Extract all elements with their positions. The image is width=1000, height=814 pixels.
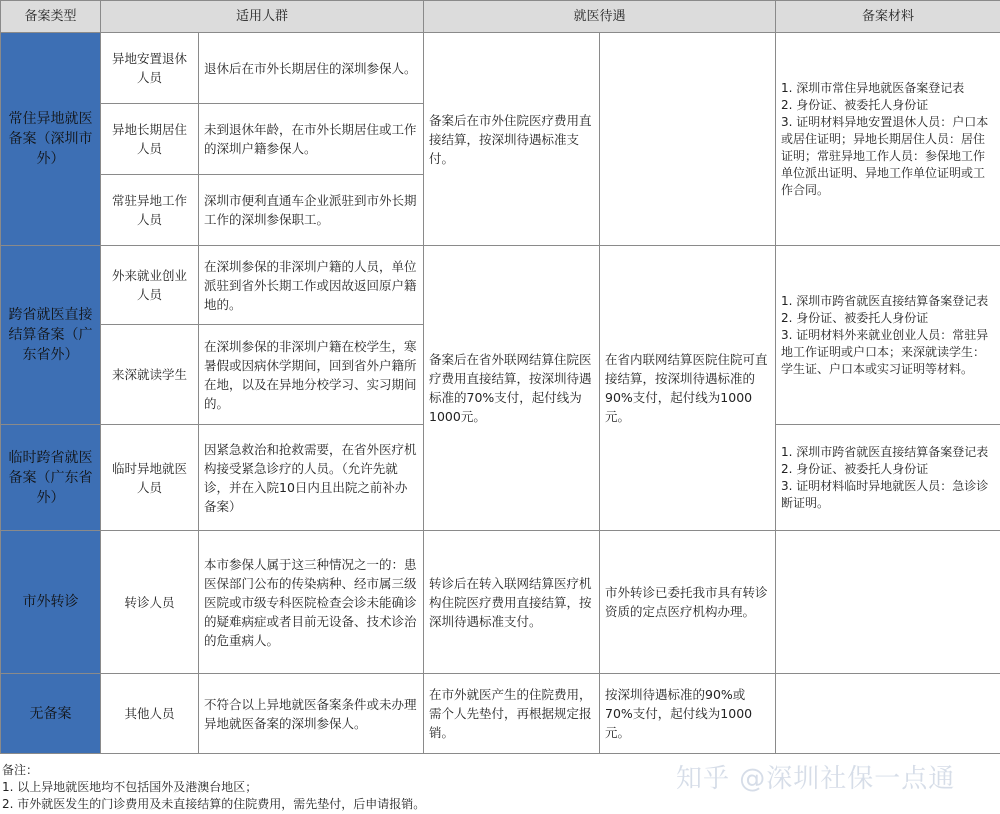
watermark: 知乎 @深圳社保一点通 <box>676 764 956 794</box>
header-materials: 备案材料 <box>776 1 1000 33</box>
person-desc-cell: 深圳市便利直通车企业派驻到市外长期工作的深圳参保职工。 <box>199 175 424 246</box>
materials-cell-empty <box>776 674 1000 754</box>
treatment-cell: 转诊后在转入联网结算医疗机构住院医疗费用直接结算，按深圳待遇标准支付。 <box>424 531 600 674</box>
person-desc-cell: 不符合以上异地就医备案条件或未办理异地就医备案的深圳参保人。 <box>199 674 424 754</box>
materials-line: 2. 身份证、被委托人身份证 <box>781 97 929 112</box>
treatment-cell: 市外转诊已委托我市具有转诊资质的定点医疗机构办理。 <box>600 531 776 674</box>
treatment-cell: 按深圳待遇标准的90%或70%支付，起付线为1000元。 <box>600 674 776 754</box>
person-name-cell: 转诊人员 <box>101 531 199 674</box>
type-cell-none: 无备案 <box>1 674 101 754</box>
header-type: 备案类型 <box>1 1 101 33</box>
materials-line: 2. 身份证、被委托人身份证 <box>781 461 929 476</box>
person-name-cell: 外来就业创业人员 <box>101 246 199 325</box>
person-name-cell: 来深就读学生 <box>101 325 199 425</box>
type-cell-resident: 常住异地就医备案（深圳市外） <box>1 33 101 246</box>
table-row <box>1 674 1000 754</box>
materials-cell-empty <box>776 531 1000 674</box>
notes-line: 1. 以上异地就医地均不包括国外及港澳台地区； <box>2 780 258 794</box>
treatment-cell: 备案后在市外住院医疗费用直接结算，按深圳待遇标准支付。 <box>424 33 600 246</box>
notes-title: 备注： <box>2 763 39 777</box>
materials-line: 1. 深圳市跨省就医直接结算备案登记表 <box>781 293 989 308</box>
treatment-cell: 在市外就医产生的住院费用，需个人先垫付，再根据规定报销。 <box>424 674 600 754</box>
person-desc-cell: 因紧急救治和抢救需要，在省外医疗机构接受紧急诊疗的人员。（允许先就诊，并在入院10日内且出院之前补办备案） <box>199 425 424 531</box>
treatment-cell: 在省内联网结算医院住院可直接结算，按深圳待遇标准的90%支付，起付线为1000元。 <box>600 246 776 531</box>
person-desc-cell: 退休后在市外长期居住的深圳参保人。 <box>199 33 424 104</box>
materials-cell <box>776 246 1000 425</box>
person-name-cell: 常驻异地工作人员 <box>101 175 199 246</box>
materials-line: 3. 证明材料临时异地就医人员：急诊诊断证明。 <box>781 478 989 510</box>
person-desc-cell: 本市参保人属于这三种情况之一的：患医保部门公布的传染病种、经市属三级医院或市级专科医院检查会诊未能确诊的疑难病症或者目前无设备、技术诊治的危重病人。 <box>199 531 424 674</box>
materials-line: 3. 证明材料异地安置退休人员：户口本或居住证明；异地长期居住人员：居住证明；常驻异地工作人员：参保地工作单位派出证明、异地工作单位证明或工作合同。 <box>781 114 989 197</box>
person-desc-cell: 未到退休年龄，在市外长期居住或工作的深圳户籍参保人。 <box>199 104 424 175</box>
materials-line: 3. 证明材料外来就业创业人员：常驻异地工作证明或户口本；来深就读学生：学生证、户口本或实习证明等材料。 <box>781 327 989 376</box>
materials-line: 1. 深圳市跨省就医直接结算备案登记表 <box>781 444 989 459</box>
materials-line: 1. 深圳市常住异地就医备案登记表 <box>781 80 965 95</box>
notes-line: 2. 市外就医发生的门诊费用及未直接结算的住院费用，需先垫付，后申请报销。 <box>2 797 426 811</box>
materials-cell <box>776 425 1000 531</box>
table-row <box>1 531 1000 674</box>
person-name-cell: 异地安置退休人员 <box>101 33 199 104</box>
header-treatment: 就医待遇 <box>424 1 776 33</box>
type-cell-referral: 市外转诊 <box>1 531 101 674</box>
type-cell-cross-province: 跨省就医直接结算备案（广东省外） <box>1 246 101 425</box>
type-cell-temporary: 临时跨省就医备案（广东省外） <box>1 425 101 531</box>
table-row <box>1 33 1000 104</box>
materials-cell <box>776 33 1000 246</box>
materials-line: 2. 身份证、被委托人身份证 <box>781 310 929 325</box>
table-row <box>1 246 1000 325</box>
person-name-cell: 异地长期居住人员 <box>101 104 199 175</box>
treatment-cell-empty <box>600 33 776 246</box>
person-name-cell: 临时异地就医人员 <box>101 425 199 531</box>
header-people: 适用人群 <box>101 1 424 33</box>
person-desc-cell: 在深圳参保的非深圳户籍的人员，单位派驻到省外长期工作或因故返回原户籍地的。 <box>199 246 424 325</box>
treatment-cell: 备案后在省外联网结算住院医疗费用直接结算，按深圳待遇标准的70%支付，起付线为1000元。 <box>424 246 600 531</box>
person-desc-cell: 在深圳参保的非深圳户籍在校学生，寒暑假或因病休学期间，回到省外户籍所在地，以及在异地分校学习、实习期间的。 <box>199 325 424 425</box>
header-row <box>1 1 1000 33</box>
person-name-cell: 其他人员 <box>101 674 199 754</box>
